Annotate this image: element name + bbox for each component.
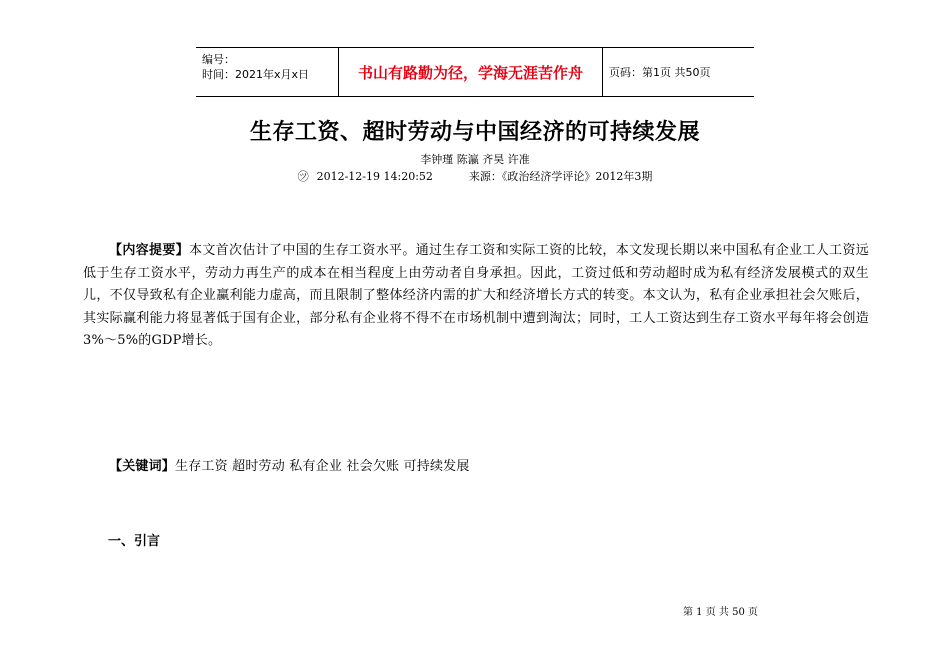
article-meta bbox=[0, 168, 950, 184]
page-number-text: 页码：第1页 共50页 bbox=[609, 66, 711, 79]
motto-text: 书山有路勤为径，学海无涯苦作舟 bbox=[338, 48, 603, 96]
keywords-label: 【关键词】 bbox=[109, 459, 176, 474]
page-footer: 第 1 页 共 50 页 bbox=[683, 607, 758, 618]
clock-icon: ㋡ bbox=[297, 170, 309, 183]
time-text: 时间：2021年x月x日 bbox=[202, 68, 310, 81]
abstract-label: 【内容提要】 bbox=[109, 243, 190, 258]
header-table bbox=[196, 47, 754, 97]
article-source: 来源：《政治经济学评论》2012年3期 bbox=[468, 170, 653, 183]
article-datetime: 2012-12-19 14:20:52 bbox=[316, 170, 433, 183]
section-heading: 一、引言 bbox=[108, 534, 161, 549]
abstract-paragraph bbox=[83, 240, 869, 353]
header-left-cell bbox=[196, 48, 338, 96]
number-label: 编号： bbox=[202, 53, 235, 66]
keywords-text: 生存工资 超时劳动 私有企业 社会欠账 可持续发展 bbox=[175, 459, 470, 474]
article-authors: 李钟瑾 陈瀛 齐昊 许准 bbox=[420, 153, 530, 166]
abstract-text: 本文首次估计了中国的生存工资水平。通过生存工资和实际工资的比较，本文发现长期以来中国私有企业工人工资远低于生存工资水平，劳动力再生产的成本在相当程度上由劳动者自身承担。因此，工资过低和劳动超时成为私有经济发展模式的双生儿，不仅导致私有企业赢利能力虚高，而且限制了整体经济内需的扩大和经济增长方式的转变。本文认为，私有企业承担社会欠账后，其实际赢利能力将显著低于国有企业，部分私有企业将不得不在市场机制中遭到淘汰；同时，工人工资达到生存工资水平每年将会创造3%～5%的GDP增长。 bbox=[83, 243, 869, 348]
article-title: 生存工资、超时劳动与中国经济的可持续发展 bbox=[249, 120, 700, 145]
keywords-paragraph bbox=[83, 456, 869, 479]
